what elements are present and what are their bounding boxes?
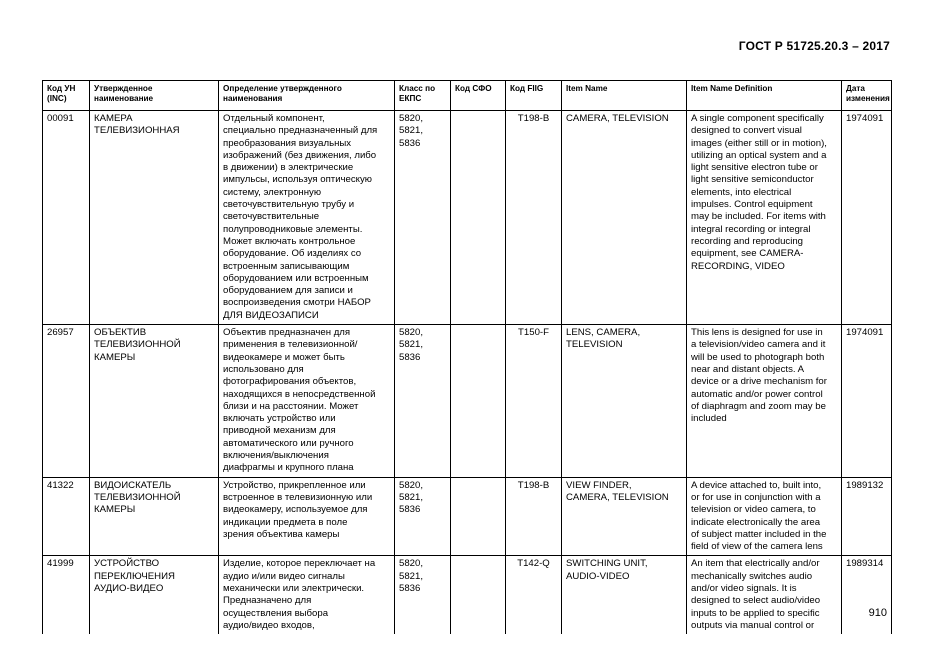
document-header: ГОСТ Р 51725.20.3 – 2017: [738, 39, 890, 53]
column-header-item-definition: Item Name Definition: [687, 81, 842, 111]
cell-sfo: [451, 325, 506, 478]
column-header-definition: Определение утвержденного наименования: [219, 81, 395, 111]
table-row: [43, 111, 892, 325]
cell-date: 1974091: [842, 325, 892, 478]
cell-name: КАМЕРА ТЕЛЕВИЗИОННАЯ: [90, 111, 219, 325]
cell-sfo: [451, 111, 506, 325]
cell-name: ВИДОИСКАТЕЛЬ ТЕЛЕВИЗИОННОЙ КАМЕРЫ: [90, 477, 219, 556]
cell-inc: 41322: [43, 477, 90, 556]
table-row: [43, 556, 892, 634]
cell-item-name: VIEW FINDER, CAMERA, TELEVISION: [562, 477, 687, 556]
cell-class: 5820, 5821, 5836: [395, 325, 451, 478]
column-header-fiig: Код FIIG: [506, 81, 562, 111]
cell-date: 1974091: [842, 111, 892, 325]
cell-definition: Устройство, прикрепленное или встроенное в телевизионную или видеокамеру, используемое для индикации предмета в поле зрения объектива камеры: [219, 477, 395, 556]
cell-name: ОБЪЕКТИВ ТЕЛЕВИЗИОННОЙ КАМЕРЫ: [90, 325, 219, 478]
cell-item-definition: An item that electrically and/or mechanically switches audio and/or video signals. It is designed to select audio/video inputs to be applied to specific outputs via manual control or: [687, 556, 842, 634]
cell-item-name: CAMERA, TELEVISION: [562, 111, 687, 325]
cell-item-definition: A single component specifically designed to convert visual images (either still or in motion), utilizing an optical system and a light sensitive electron tube or light sensitive semiconductor elements, into electrical impulses. Control equipment may be included. For items with integral recording or integral recording and reproducing equipment, see CAMERA- RECORDING, VIDEO: [687, 111, 842, 325]
cell-inc: 26957: [43, 325, 90, 478]
cell-definition: Отдельный компонент, специально предназначенный для преобразования визуальных изображений (без движения, либо в движении) в электрические импульсы, используя оптическую систему, электронную светочувствительную трубу и светочувствительные полупроводниковые элементы. Может включать контрольное оборудование. Об изделиях со встроенным записывающим оборудованием или встроенным оборудованием для записи и воспроизведения смотри НАБОР ДЛЯ ВИДЕОЗАПИСИ: [219, 111, 395, 325]
cell-fiig: T198-B: [506, 477, 562, 556]
column-header-class: Класс по ЕКПС: [395, 81, 451, 111]
cell-fiig: T198-B: [506, 111, 562, 325]
column-header-date: Дата изменения: [842, 81, 892, 111]
cell-sfo: [451, 477, 506, 556]
cell-date: 1989314: [842, 556, 892, 634]
cell-name: УСТРОЙСТВО ПЕРЕКЛЮЧЕНИЯ АУДИО-ВИДЕО: [90, 556, 219, 634]
cell-item-definition: A device attached to, built into, or for use in conjunction with a television or video camera, to indicate electronically the area of subject matter included in the field of view of the camera lens: [687, 477, 842, 556]
cell-date: 1989132: [842, 477, 892, 556]
column-header-name: Утвержденное наименование: [90, 81, 219, 111]
table-header-row: [43, 81, 892, 111]
cell-sfo: [451, 556, 506, 634]
cell-item-name: LENS, CAMERA, TELEVISION: [562, 325, 687, 478]
cell-class: 5820, 5821, 5836: [395, 111, 451, 325]
cell-inc: 41999: [43, 556, 90, 634]
column-header-inc: Код УН (INC): [43, 81, 90, 111]
table-row: [43, 477, 892, 556]
cell-item-name: SWITCHING UNIT, AUDIO-VIDEO: [562, 556, 687, 634]
cell-item-definition: This lens is designed for use in a television/video camera and it will be used to photograph both near and distant objects. A device or a drive mechanism for automatic and/or power control of diaphragm and zoom may be included: [687, 325, 842, 478]
column-header-sfo: Код СФО: [451, 81, 506, 111]
cell-definition: Изделие, которое переключает на аудио и/или видео сигналы механически или электрически. Предназначено для осуществления выбора аудио/видео входов,: [219, 556, 395, 634]
page-number: 910: [868, 607, 887, 619]
column-header-item-name: Item Name: [562, 81, 687, 111]
cell-fiig: T142-Q: [506, 556, 562, 634]
cell-class: 5820, 5821, 5836: [395, 477, 451, 556]
cell-definition: Объектив предназначен для применения в телевизионной/ видеокамере и может быть использовано для фотографирования объектов, находящихся в непосредственной близи и на расстоянии. Может включать устройство или приводной механизм для автоматического или ручного включения/выключения диафрагмы и крупного плана: [219, 325, 395, 478]
cell-class: 5820, 5821, 5836: [395, 556, 451, 634]
table-body: [43, 111, 892, 635]
registry-table: [42, 80, 892, 634]
cell-fiig: T150-F: [506, 325, 562, 478]
table-row: [43, 325, 892, 478]
cell-inc: 00091: [43, 111, 90, 325]
